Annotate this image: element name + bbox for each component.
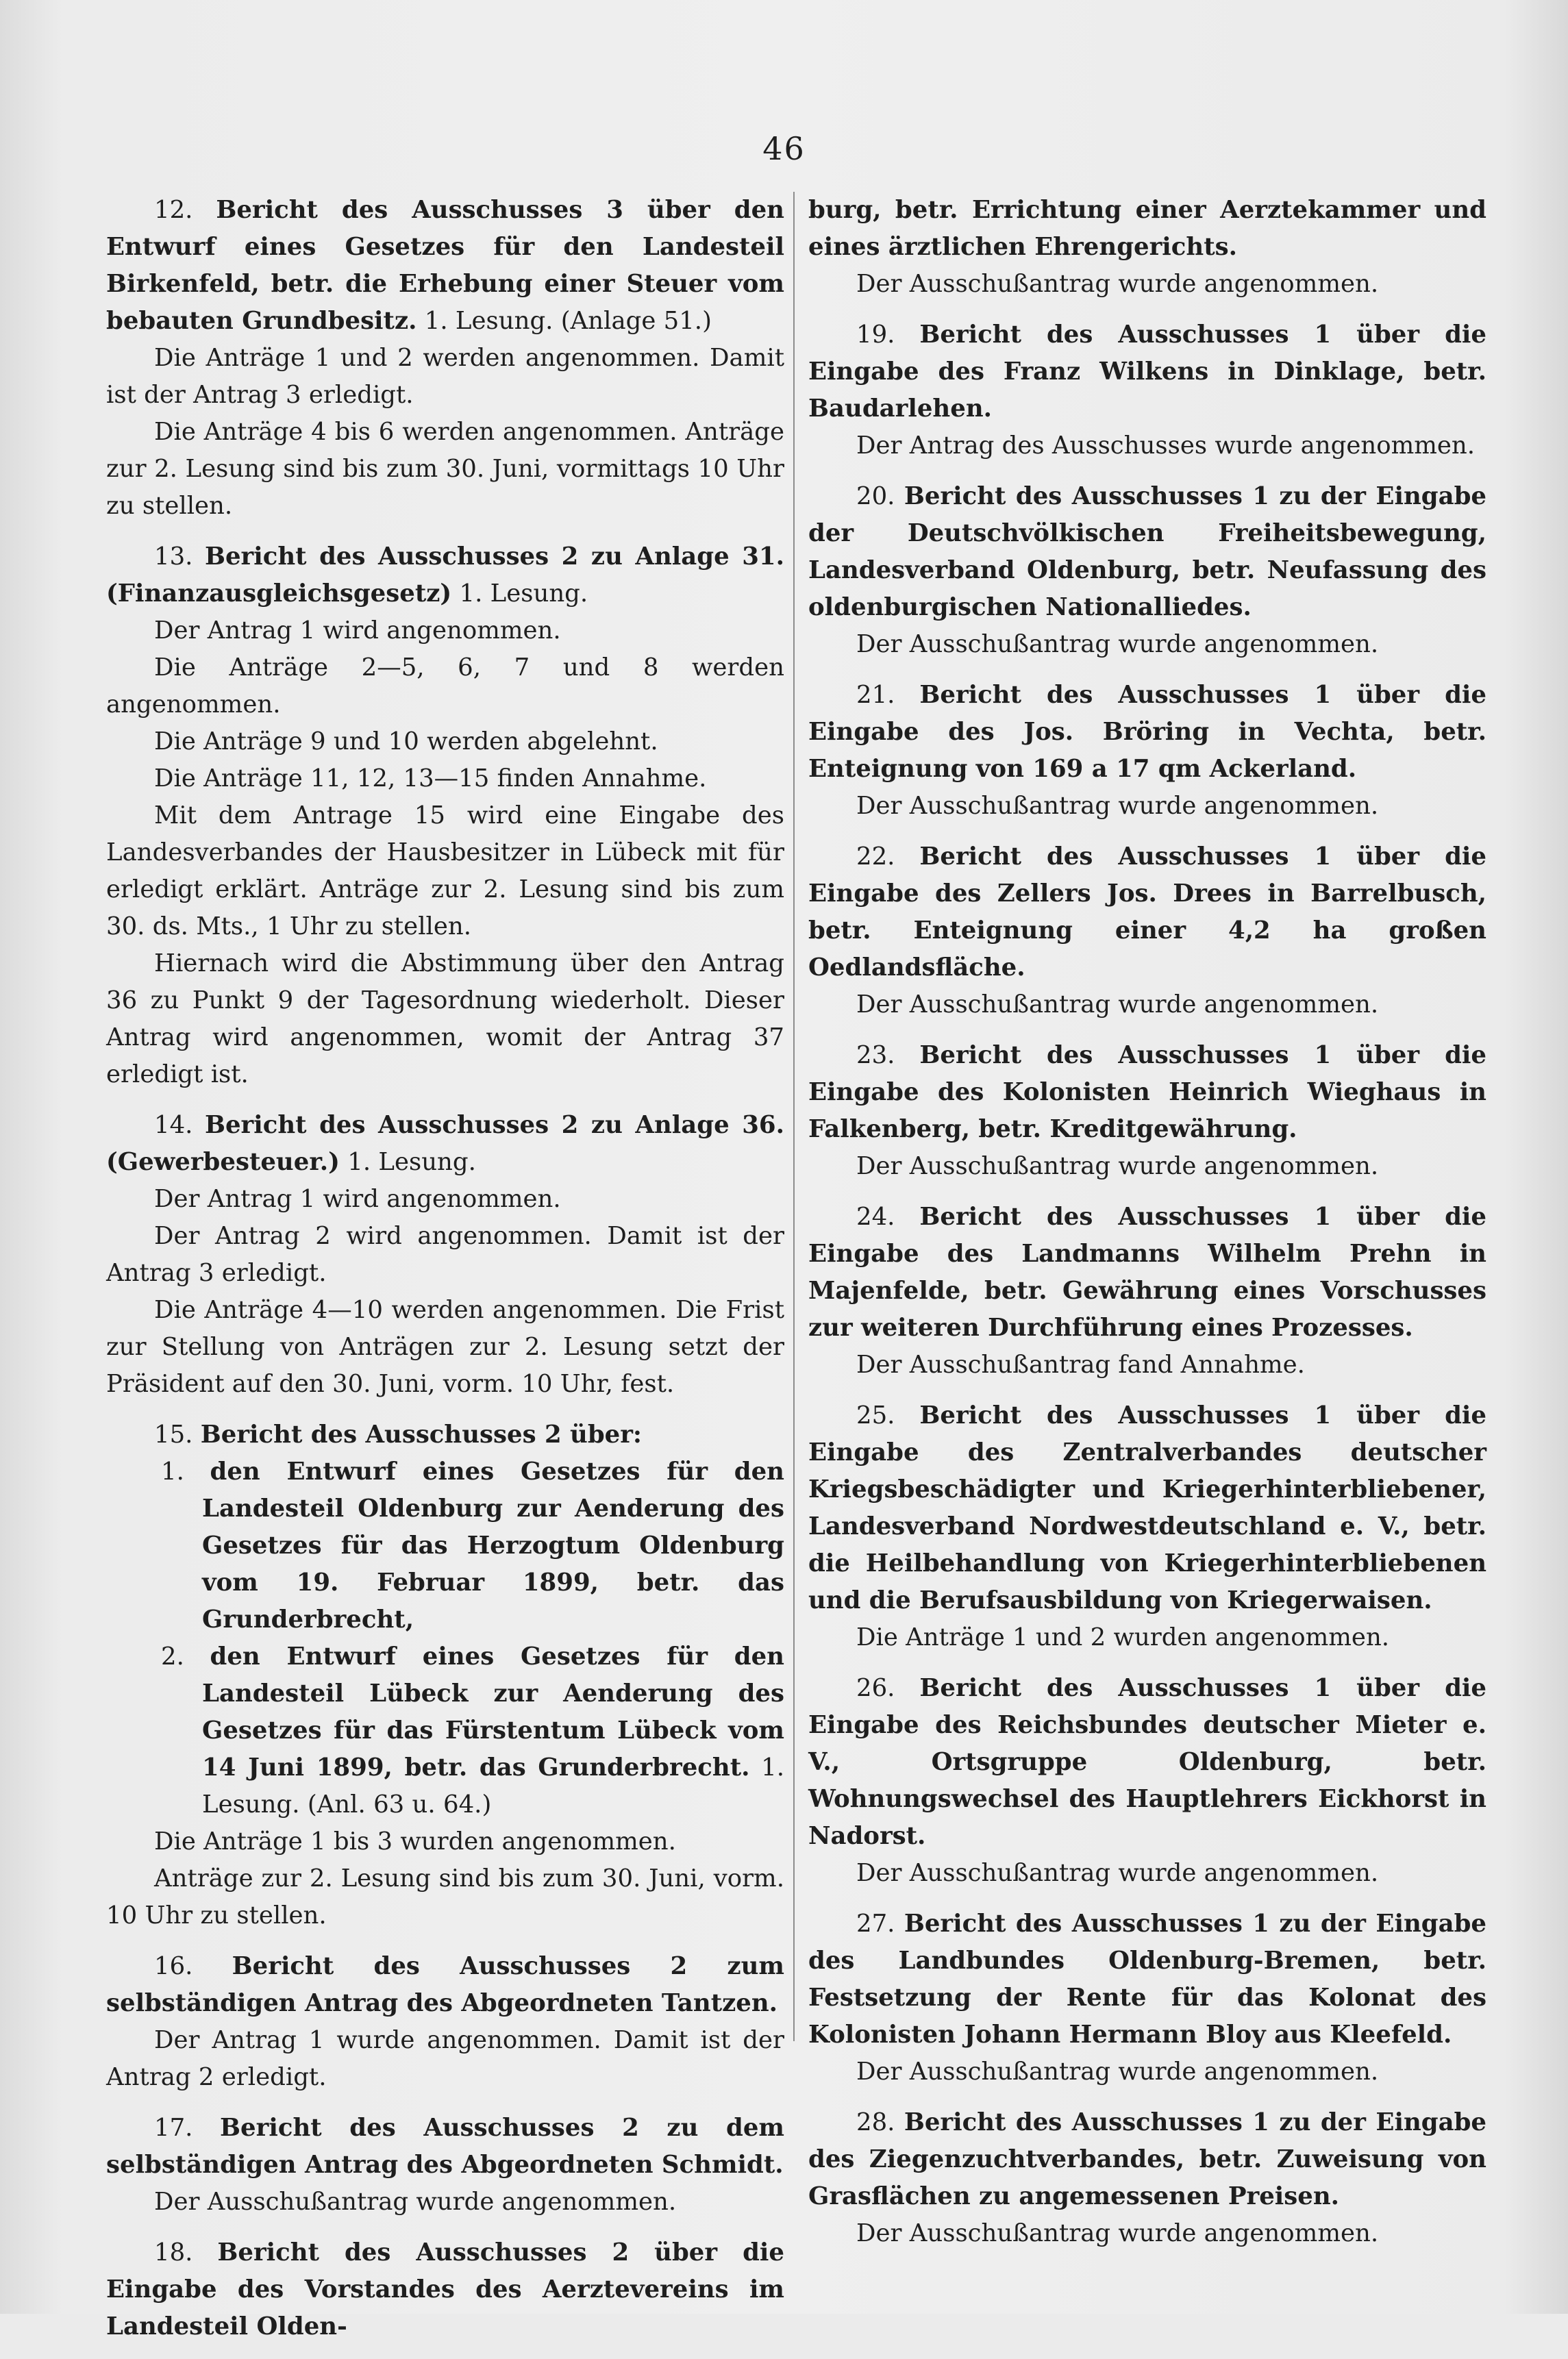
item-number: 15. [154, 1421, 193, 1449]
item-heading [808, 838, 1486, 986]
item-number: 24. [856, 1203, 895, 1231]
item-number: 27. [856, 1910, 895, 1938]
item-number: 25. [856, 1401, 895, 1430]
item-note: 1. Lesung. [347, 1148, 476, 1176]
item-heading [808, 1397, 1486, 1619]
sub-item-marker: 1. [161, 1458, 184, 1486]
item-title: Bericht des Ausschusses 1 über die Eingabe des Kolonisten Heinrich Wieghaus in Falkenberg, betr. Kreditgewährung. [808, 1041, 1486, 1143]
item-title: Bericht des Ausschusses 1 zu der Eingabe der Deutschvölkischen Freiheitsbewegung, Landesverband Oldenburg, betr. Neufassung des oldenburgischen Nationalliedes. [808, 482, 1486, 621]
agenda-item [808, 1906, 1486, 2090]
agenda-item [808, 1037, 1486, 1185]
item-heading [106, 538, 784, 612]
agenda-item [106, 538, 784, 1093]
item-heading [808, 1037, 1486, 1148]
item-paragraph: Die Anträge 1 und 2 wurden angenommen. [856, 1623, 1390, 1651]
item-heading [808, 1906, 1486, 2054]
agenda-item [106, 1416, 784, 1934]
item-paragraph: Der Antrag 1 wird angenommen. [154, 616, 561, 645]
item-number: 16. [154, 1952, 193, 1980]
item-number: 18. [154, 2238, 193, 2267]
item-number: 26. [856, 1674, 895, 1702]
sub-item [106, 1453, 784, 1638]
item-number: 14. [154, 1111, 193, 1139]
agenda-item [106, 1948, 784, 2096]
item-title: Bericht des Ausschusses 2 zu Anlage 36. (Gewerbesteuer.) [106, 1111, 784, 1176]
item-paragraph: Anträge zur 2. Lesung sind bis zum 30. Juni, vorm. 10 Uhr zu stellen. [106, 1864, 784, 1930]
item-title: burg, betr. Errichtung einer Aerztekammer und eines ärztlichen Ehrengerichts. [808, 196, 1486, 261]
agenda-item [106, 2234, 784, 2345]
item-number: 20. [856, 482, 895, 510]
item-paragraph: Der Ausschußantrag wurde angenommen. [856, 1859, 1379, 1887]
item-number: 22. [856, 842, 895, 871]
agenda-item [106, 2110, 784, 2221]
agenda-item [808, 677, 1486, 825]
item-heading [808, 1670, 1486, 1855]
item-title: Bericht des Ausschusses 2 über die Eingabe des Vorstandes des Aerztevereins im Landesteil Olden- [106, 2238, 784, 2341]
item-number: 17. [154, 2114, 193, 2142]
item-title: Bericht des Ausschusses 1 über die Eingabe des Franz Wilkens in Dinklage, betr. Baudarlehen. [808, 321, 1486, 423]
column-divider [793, 192, 795, 2041]
item-paragraph: Die Anträge 1 bis 3 wurden angenommen. [154, 1827, 676, 1856]
item-paragraph: Der Ausschußantrag wurde angenommen. [856, 270, 1379, 298]
item-number: 28. [856, 2108, 895, 2136]
sub-item-note: 1. Lesung. (Anl. 63 u. 64.) [202, 1753, 784, 1819]
item-title: Bericht des Ausschusses 3 über den Entwurf eines Gesetzes für den Landesteil Birkenfeld, betr. die Erhebung einer Steuer vom bebauten Grundbesitz. [106, 196, 784, 335]
item-title: Bericht des Ausschusses 2 zum selbständigen Antrag des Abgeordneten Tantzen. [106, 1952, 784, 2017]
agenda-item [808, 478, 1486, 663]
item-number: 23. [856, 1041, 895, 1069]
item-paragraph: Die Anträge 2—5, 6, 7 und 8 werden angenommen. [106, 653, 784, 719]
left-column [106, 192, 784, 2359]
item-paragraph: Der Antrag 2 wird angenommen. Damit ist der Antrag 3 erledigt. [106, 1222, 784, 1287]
item-paragraph: Der Ausschußantrag wurde angenommen. [856, 630, 1379, 658]
item-paragraph: Hiernach wird die Abstimmung über den Antrag 36 zu Punkt 9 der Tagesordnung wiederholt. Dieser Antrag wird angenommen, womit der Antrag 37 erledigt ist. [106, 949, 784, 1088]
item-paragraph: Der Antrag des Ausschusses wurde angenommen. [856, 432, 1476, 460]
item-heading [808, 1199, 1486, 1347]
item-heading [808, 192, 1486, 266]
item-paragraph: Der Ausschußantrag wurde angenommen. [856, 2058, 1379, 2086]
sub-item-title: den Entwurf eines Gesetzes für den Landesteil Oldenburg zur Aenderung des Gesetzes für das Herzogtum Oldenburg vom 19. Februar 1899, betr. das Grunderbrecht, [202, 1458, 784, 1634]
sub-item [106, 1638, 784, 1823]
agenda-item [808, 316, 1486, 464]
agenda-item [808, 1199, 1486, 1384]
item-number: 19. [856, 321, 895, 349]
agenda-item [808, 2104, 1486, 2252]
item-heading [106, 2234, 784, 2345]
agenda-item [808, 1397, 1486, 1656]
item-heading [808, 677, 1486, 788]
item-title: Bericht des Ausschusses 1 zu der Eingabe des Ziegenzuchtverbandes, betr. Zuweisung von Grasflächen zu angemessenen Preisen. [808, 2108, 1486, 2210]
item-paragraph: Der Antrag 1 wird angenommen. [154, 1185, 561, 1213]
item-paragraph: Der Ausschußantrag fand Annahme. [856, 1351, 1305, 1379]
item-heading [106, 192, 784, 340]
item-number: 21. [856, 681, 895, 709]
item-number: 12. [154, 196, 193, 224]
item-paragraph: Die Anträge 4—10 werden angenommen. Die Frist zur Stellung von Anträgen zur 2. Lesung setzt der Präsident auf den 30. Juni, vorm. 10 Uhr, fest. [106, 1296, 784, 1398]
sub-item-marker: 2. [161, 1643, 184, 1671]
item-title: Bericht des Ausschusses 1 über die Eingabe des Reichsbundes deutscher Mieter e. V., Ortsgruppe Oldenburg, betr. Wohnungswechsel des Hauptlehrers Eickhorst in Nadorst. [808, 1674, 1486, 1850]
item-heading [808, 2104, 1486, 2215]
item-title: Bericht des Ausschusses 1 zu der Eingabe des Landbundes Oldenburg-Bremen, betr. Festsetzung der Rente für das Kolonat des Kolonisten Johann Hermann Bloy aus Kleefeld. [808, 1910, 1486, 2049]
item-note: 1. Lesung. [459, 579, 588, 608]
item-paragraph: Der Ausschußantrag wurde angenommen. [856, 1152, 1379, 1180]
item-title: Bericht des Ausschusses 1 über die Eingabe des Zentralverbandes deutscher Kriegsbeschädigter und Kriegerhinterbliebener, Landesverband Nordwestdeutschland e. V., betr. die Heilbehandlung von Kriegerhinterbliebenen und die Berufsausbildung von Kriegerwaisen. [808, 1401, 1486, 1614]
item-paragraph: Der Antrag 1 wurde angenommen. Damit ist der Antrag 2 erledigt. [106, 2026, 784, 2091]
item-paragraph: Mit dem Antrage 15 wird eine Eingabe des Landesverbandes der Hausbesitzer in Lübeck mit für erledigt erklärt. Anträge zur 2. Lesung sind bis zum 30. ds. Mts., 1 Uhr zu stellen. [106, 801, 784, 940]
item-paragraph: Die Anträge 11, 12, 13—15 finden Annahme. [154, 764, 707, 792]
page-number: 46 [762, 130, 806, 167]
item-paragraph: Der Ausschußantrag wurde angenommen. [856, 2219, 1379, 2247]
item-note: 1. Lesung. (Anlage 51.) [424, 307, 712, 335]
item-heading [106, 1948, 784, 2022]
item-paragraph: Der Ausschußantrag wurde angenommen. [154, 2188, 677, 2216]
item-heading [106, 1416, 784, 1453]
item-heading [808, 316, 1486, 427]
agenda-item [106, 1107, 784, 1403]
agenda-item [106, 192, 784, 525]
item-heading [808, 478, 1486, 626]
item-title: Bericht des Ausschusses 1 über die Eingabe des Zellers Jos. Drees in Barrelbusch, betr. Enteignung einer 4,2 ha großen Oedlandsfläche. [808, 842, 1486, 982]
item-title: Bericht des Ausschusses 1 über die Eingabe des Landmanns Wilhelm Prehn in Majenfelde, betr. Gewährung eines Vorschusses zur weiteren Durchführung eines Prozesses. [808, 1203, 1486, 1342]
agenda-item [808, 1670, 1486, 1892]
item-title: Bericht des Ausschusses 2 zu Anlage 31. (Finanzausgleichsgesetz) [106, 542, 784, 608]
item-heading [106, 1107, 784, 1181]
item-paragraph: Der Ausschußantrag wurde angenommen. [856, 990, 1379, 1019]
item-heading [106, 2110, 784, 2184]
agenda-item [808, 192, 1486, 303]
right-column [808, 192, 1486, 2266]
item-paragraph: Der Ausschußantrag wurde angenommen. [856, 792, 1379, 820]
agenda-item [808, 838, 1486, 1023]
item-title: Bericht des Ausschusses 2 zu dem selbständigen Antrag des Abgeordneten Schmidt. [106, 2114, 784, 2179]
item-paragraph: Die Anträge 1 und 2 werden angenommen. Damit ist der Antrag 3 erledigt. [106, 344, 784, 409]
item-paragraph: Die Anträge 4 bis 6 werden angenommen. Anträge zur 2. Lesung sind bis zum 30. Juni, vormittags 10 Uhr zu stellen. [106, 418, 784, 520]
item-title: Bericht des Ausschusses 1 über die Eingabe des Jos. Bröring in Vechta, betr. Enteignung von 169 a 17 qm Ackerland. [808, 681, 1486, 783]
item-title: Bericht des Ausschusses 2 über: [200, 1421, 643, 1449]
item-paragraph: Die Anträge 9 und 10 werden abgelehnt. [154, 727, 658, 756]
item-number: 13. [154, 542, 193, 571]
sub-item-title: den Entwurf eines Gesetzes für den Landesteil Lübeck zur Aenderung des Gesetzes für das Fürstentum Lübeck vom 14 Juni 1899, betr. das Grunderbrecht. [202, 1643, 784, 1782]
